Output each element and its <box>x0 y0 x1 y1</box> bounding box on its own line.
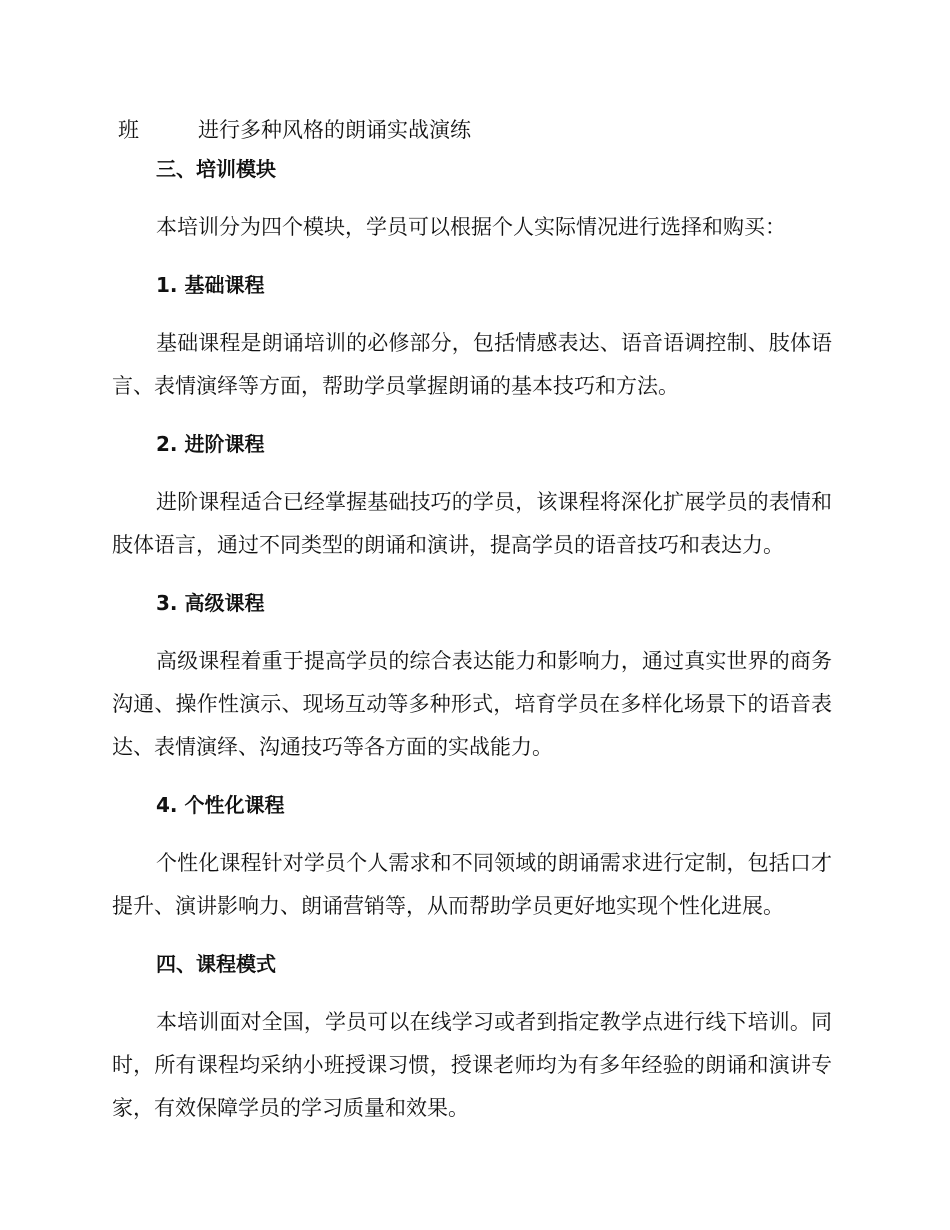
table-cell-class: 班 <box>118 118 139 142</box>
module-2-text: 进阶课程适合已经掌握基础技巧的学员，该课程将深化扩展学员的表情和肢体语言，通过不同类型的朗诵和演讲，提高学员的语音技巧和表达力。 <box>112 490 832 557</box>
section-4-text: 本培训面对全国，学员可以在线学习或者到指定教学点进行线下培训。同时，所有课程均采纳小班授课习惯，授课老师均为有多年经验的朗诵和演讲专家，有效保障学员的学习质量和效果。 <box>112 1010 832 1120</box>
module-4-heading: 4. 个性化课程 <box>156 793 285 817</box>
table-cell-description: 进行多种风格的朗诵实战演练 <box>198 118 471 142</box>
document-body <box>112 153 832 1130</box>
module-1-text: 基础课程是朗诵培训的必修部分，包括情感表达、语音语调控制、肢体语言、表情演绎等方面，帮助学员掌握朗诵的基本技巧和方法。 <box>112 331 832 398</box>
module-3-text: 高级课程着重于提高学员的综合表达能力和影响力，通过真实世界的商务沟通、操作性演示、现场互动等多种形式，培育学员在多样化场景下的语音表达、表情演绎、沟通技巧等各方面的实战能力。 <box>112 649 832 759</box>
module-3-heading: 3. 高级课程 <box>156 591 265 615</box>
section-3-heading: 三、培训模块 <box>156 157 276 181</box>
section-3-intro: 本培训分为四个模块，学员可以根据个人实际情况进行选择和购买： <box>156 215 786 239</box>
section-4-heading: 四、课程模式 <box>156 952 276 976</box>
module-1-heading: 1. 基础课程 <box>156 273 265 297</box>
module-2-heading: 2. 进阶课程 <box>156 432 265 456</box>
module-4-text: 个性化课程针对学员个人需求和不同领域的朗诵需求进行定制，包括口才提升、演讲影响力、朗诵营销等，从而帮助学员更好地实现个性化进展。 <box>112 851 832 918</box>
table-fragment-row <box>118 114 471 146</box>
